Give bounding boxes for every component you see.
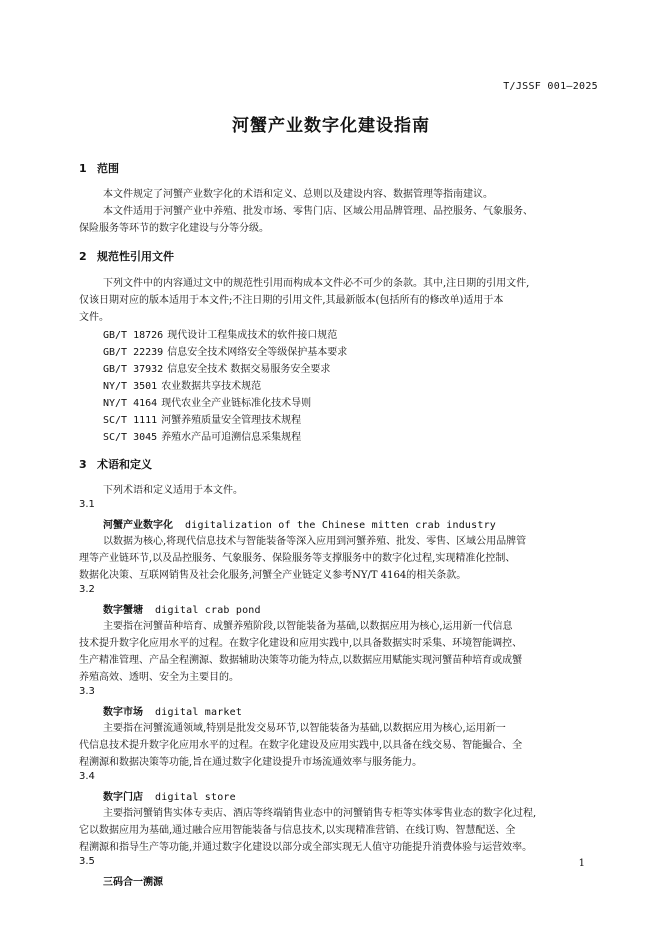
reference-title: 河蟹养殖质量安全管理技术规程 (161, 415, 302, 426)
reference-item (103, 360, 330, 375)
definition-line: 数据化决策、互联网销售及社会化服务,河蟹全产业链定义参考NY/T 4164的相关条款。 (79, 570, 467, 581)
term-number: 3.2 (79, 584, 95, 595)
definition-line: 养殖高效、透明、安全为主要目的。 (79, 672, 239, 683)
paragraph-line: 文件。 (79, 312, 109, 323)
reference-title: 养殖水产品可追溯信息采集规程 (161, 432, 302, 443)
term-number: 3.4 (79, 771, 95, 782)
definition-line: 主要指河蟹销售实体专卖店、酒店等终端销售业态中的河蟹销售专柜等实体零售业态的数字化过程, (103, 808, 537, 819)
standard-code: T/JSSF 001—2025 (503, 81, 598, 92)
section-title: 规范性引用文件 (97, 250, 174, 263)
definition-line: 它以数据应用为基础,通过融合应用智能装备与信息技术,以实现精准营销、在线订购、智慧配送、全 (79, 825, 516, 836)
term-heading (103, 516, 496, 531)
reference-code: NY/T 3501 (103, 381, 158, 392)
page-title: 河蟹产业数字化建设指南 (232, 116, 430, 136)
term-zh: 三码合一溯源 (103, 877, 163, 888)
reference-title: 现代设计工程集成技术的软件接口规范 (167, 330, 338, 341)
term-heading (103, 788, 236, 803)
term-zh: 数字市场 (103, 707, 143, 718)
definition-line: 程溯源和数据决策等功能,旨在通过数字化建设提升市场流通效率与服务能力。 (79, 757, 423, 768)
term-heading (103, 703, 242, 718)
page-number: 1 (578, 858, 585, 869)
term-heading (103, 873, 163, 888)
reference-code: SC/T 1111 (103, 415, 158, 426)
section-title: 范围 (97, 162, 119, 175)
reference-item (103, 394, 311, 409)
paragraph-line: 本文件规定了河蟹产业数字化的术语和定义、总则以及建设内容、数据管理等指南建议。 (103, 189, 493, 200)
section-number: 2 (79, 250, 87, 263)
definition-line: 程溯源和指导生产等功能,并通过数字化建设以部分或全部实现无人值守功能提升消费体验与运营效率。 (79, 842, 533, 853)
term-zh: 数字门店 (103, 792, 143, 803)
definition-line: 代信息技术提升数字化应用水平的过程。在数字化建设及应用实践中,以具备在线交易、智能撮合、全 (79, 740, 523, 751)
term-en: digital market (155, 707, 243, 718)
paragraph-line: 本文件适用于河蟹产业中养殖、批发市场、零售门店、区域公用品牌管理、品控服务、气象服务、 (103, 206, 533, 217)
term-en: digital store (155, 792, 236, 803)
reference-item (103, 377, 261, 392)
section-heading (79, 456, 152, 472)
reference-item (103, 411, 301, 426)
reference-title: 信息安全技术 数据交易服务安全要求 (167, 364, 331, 375)
paragraph-line: 下列文件中的内容通过文中的规范性引用而构成本文件必不可少的条款。其中,注日期的引用文件, (103, 278, 530, 289)
reference-title: 信息安全技术网络安全等级保护基本要求 (167, 347, 348, 358)
definition-line: 主要指在河蟹苗种培育、成蟹养殖阶段,以智能装备为基础,以数据应用为核心,运用新一代信息 (103, 621, 513, 632)
paragraph-line: 保险服务等环节的数字化建设与分等分级。 (79, 223, 269, 234)
reference-item (103, 326, 337, 341)
reference-item (103, 343, 347, 358)
definition-line: 生产精准管理、产品全程溯源、数据辅助决策等功能为特点,以数据应用赋能实现河蟹苗种培育或成蟹 (79, 655, 523, 666)
reference-code: GB/T 18726 (103, 330, 164, 341)
section-title: 术语和定义 (97, 458, 152, 471)
term-number: 3.5 (79, 856, 95, 867)
definition-line: 理等产业链环节,以及品控服务、气象服务、保险服务等支撑服务中的数字化过程,实现精准化控制、 (79, 553, 516, 564)
term-zh: 河蟹产业数字化 (103, 520, 173, 531)
term-en: digitalization of the Chinese mitten crab industry (185, 520, 497, 531)
reference-title: 现代农业全产业链标准化技术导则 (161, 398, 312, 409)
term-number: 3.3 (79, 686, 95, 697)
section-heading (79, 248, 174, 264)
reference-code: GB/T 22239 (103, 347, 164, 358)
paragraph-line: 下列术语和定义适用于本文件。 (103, 485, 243, 496)
term-en: digital crab pond (155, 605, 261, 616)
section-number: 1 (79, 162, 87, 175)
definition-line: 主要指在河蟹流通领域,特别是批发交易环节,以智能装备为基础,以数据应用为核心,运用新一 (103, 723, 506, 734)
reference-code: SC/T 3045 (103, 432, 158, 443)
term-zh: 数字蟹塘 (103, 605, 143, 616)
paragraph-line: 仅该日期对应的版本适用于本文件;不注日期的引用文件,其最新版本(包括所有的修改单)适用于本 (79, 295, 504, 306)
reference-item (103, 428, 301, 443)
term-heading (103, 601, 261, 616)
definition-line: 以数据为核心,将现代信息技术与智能装备等深入应用到河蟹养殖、批发、零售、区域公用品牌管 (103, 536, 527, 547)
definition-line: 技术提升数字化应用水平的过程。在数字化建设和应用实践中,以具备数据实时采集、环境智能调控、 (79, 638, 523, 649)
section-heading (79, 160, 119, 176)
term-number: 3.1 (79, 499, 95, 510)
reference-code: NY/T 4164 (103, 398, 158, 409)
reference-code: GB/T 37932 (103, 364, 164, 375)
section-number: 3 (79, 458, 87, 471)
reference-title: 农业数据共享技术规范 (161, 381, 262, 392)
